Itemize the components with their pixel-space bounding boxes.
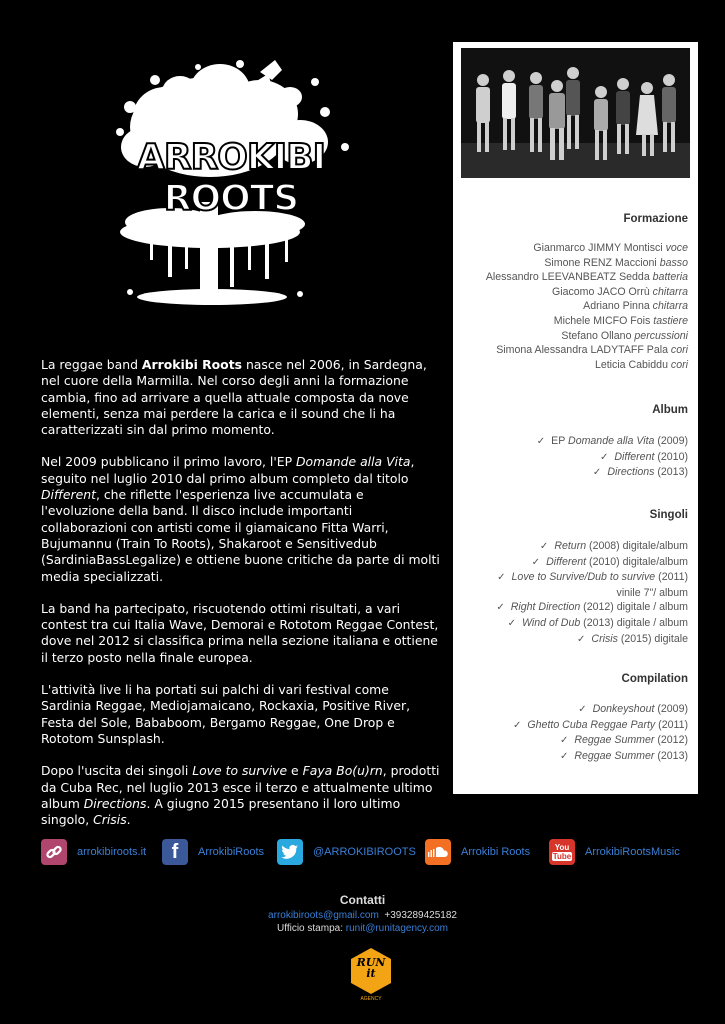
compilation-list [513,702,688,764]
facebook-icon: f [162,839,188,865]
formazione-title: Formazione [623,213,688,225]
compilation-detail: (2013) [654,749,688,762]
member-role: voce [665,242,688,254]
album-row [537,450,688,466]
member-row [486,343,688,358]
single-detail: (2013) digitale / album [580,616,688,629]
compilation-name: Reggae Summer [574,734,655,747]
album-row [537,434,688,450]
member-role: tastiere [653,314,688,327]
compilation-detail: (2009) [654,703,688,715]
runit-agency-logo [345,946,397,1002]
info-panel [453,42,698,794]
compilation-row [513,749,688,765]
member-name: Michele MICFO Fois [553,314,654,327]
compilation-row [513,718,688,734]
member-name: Simone RENZ Maccioni [544,256,660,269]
check-icon: ✓ [513,719,522,731]
single-detail: (2008) digitale/album [586,540,688,552]
single-row [496,539,688,555]
single-detail: (2011) [655,571,688,584]
press-office-email-link[interactable]: runit@runitagency.com [345,923,448,934]
member-name: Giacomo JACO Orrù [552,285,653,298]
album-detail: (2013) [654,466,688,479]
link-icon [41,839,67,865]
single-row [496,616,688,632]
check-icon: ✓ [531,556,541,568]
album-name: Domande alla Vita [568,435,655,447]
member-row [486,241,688,256]
youtube-link[interactable] [549,838,680,866]
member-role: basso [659,256,688,269]
single-name: Wind of Dub [522,616,581,629]
album-name: Different [614,450,655,463]
member-role: batteria [652,271,688,284]
member-role: chitarra [652,300,688,313]
twitter-label: @ARROKIBIROOTS [313,846,416,858]
single-row [496,600,688,616]
press-office-label: Ufficio stampa: [277,923,343,934]
website-link[interactable] [41,838,146,866]
runit-logo-line2: it [366,967,376,980]
album-detail: (2010) [654,450,688,463]
compilation-detail: (2012) [654,734,688,747]
compilation-row [513,733,688,749]
member-role: cori [670,344,688,357]
single-row [496,632,688,648]
member-row [486,256,688,271]
band-photo [461,48,690,178]
twitter-link[interactable] [277,838,416,866]
band-name-title: ARROKIBI ROOTS [136,137,326,219]
twitter-icon [277,839,303,865]
compilation-row [513,702,688,718]
album-list [537,434,688,481]
album-row [537,465,688,481]
member-name: Gianmarco JIMMY Montisci [533,242,666,254]
single-row [496,555,688,571]
single-row [496,586,688,601]
member-row [486,358,688,373]
bio-paragraph-3: La band ha partecipato, riscuotendo ottimi risultati, a vari contest tra cui Italia Wave, Demorai e Rototom Reggae Contest, dove nel 2012 si classifica prima nella sezione italiana e ottiene il terzo posto nella finale europea. [41,600,439,665]
check-icon: ✓ [592,467,602,479]
check-icon: ✓ [578,704,587,715]
band-biography [41,357,441,844]
album-title: Album [652,404,688,416]
compilation-title: Compilation [621,673,688,685]
album-detail: (2009) [654,435,688,447]
member-name: Adriano Pinna [583,300,653,313]
check-icon: ✓ [539,541,549,552]
check-icon: ✓ [507,617,517,629]
album-prefix: EP [551,435,569,447]
member-row [486,314,688,329]
check-icon: ✓ [536,436,546,447]
bio-paragraph-5: Dopo l'uscita dei singoli Love to survive e Faya Bo(u)rn, prodotti da Cuba Rec, nel luglio 2013 esce il terzo e attualmente ultimo album Directions. A giugno 2015 presentano il loro ultimo singolo, Crisis. [41,763,440,828]
member-row [486,329,688,344]
facebook-label: ArrokibiRoots [198,846,265,858]
bio-paragraph-4: L'attività live li ha portati sui palchi di vari festival come Sardinia Reggae, Mediojamaicano, Rockaxia, Positive River, Festa del Sole, Bababoom, Bergamo Reggae, One Drop e Rototom Sunsplash. [41,682,411,746]
facebook-link[interactable] [162,838,264,866]
band-logo [60,52,400,317]
compilation-detail: (2011) [655,718,688,731]
website-label: arrokibiroots.it [77,846,147,858]
single-detail: (2012) digitale / album [580,601,688,614]
member-name: Alessandro LEEVANBEATZ Sedda [485,271,653,284]
single-name: Different [546,555,587,568]
compilation-name: Donkeyshout [592,703,655,715]
album-name: Directions [607,466,655,479]
contact-line-email [0,910,725,921]
member-name: Stefano Ollano [561,329,635,342]
member-name: Leticia Cabiddu [594,358,671,371]
single-detail: (2015) digitale [617,632,688,645]
check-icon: ✓ [496,602,505,614]
singoli-title: Singoli [649,509,688,521]
single-detail: vinile 7"/ album [616,586,688,599]
member-list [486,241,688,372]
member-row [486,285,688,300]
member-role: percussioni [634,329,688,342]
runit-logo-line1: RUN [356,956,386,969]
member-role: cori [670,358,688,371]
soundcloud-icon [425,839,451,865]
member-row [486,270,688,285]
phone-number: +393289425182 [384,910,457,921]
soundcloud-link[interactable] [425,838,530,866]
member-row [486,299,688,314]
bio-paragraph-1: La reggae band Arrokibi Roots nasce nel 2006, in Sardegna, nel cuore della Marmilla. Nel corso degli anni la formazione cambia, fino ad arrivare a quella attuale composta da nove elementi, senza mai perdere la carica e il sound che li ha caratterizzati sin dal primo momento. [41,357,427,438]
contacts-title: Contatti [339,893,386,907]
single-detail: (2010) digitale/album [586,555,688,568]
youtube-label: ArrokibiRootsMusic [585,846,680,858]
contact-line-press [0,923,725,934]
single-row [496,570,688,586]
email-link[interactable]: arrokibiroots@gmail.com [268,910,379,921]
member-role: chitarra [652,285,688,298]
check-icon: ✓ [559,735,569,747]
single-name: Love to Survive/Dub to survive [511,571,656,584]
check-icon: ✓ [497,572,506,584]
single-name: Right Direction [510,601,581,614]
check-icon: ✓ [577,633,586,645]
compilation-name: Reggae Summer [574,749,655,762]
soundcloud-label: Arrokibi Roots [461,846,531,858]
singles-list [496,539,688,647]
compilation-name: Ghetto Cuba Reggae Party [527,718,656,731]
check-icon: ✓ [599,451,609,463]
runit-logo-agency: AGENCY [360,996,382,1002]
single-name: Return [554,540,587,552]
bio-paragraph-2: Nel 2009 pubblicano il primo lavoro, l'EP Domande alla Vita, seguito nel luglio 2010 dal primo album completo dal titolo Different, che riflette l'esperienza live accumulata e l'evoluzione della band. Il disco include importanti collaborazioni con artisti come il giamaicano Fitta Warri, Bujumannu (Train To Roots), Shakaroot e Sensitivedub (SardiniaBassLegalize) e ottiene buone critiche da parte di molti media specializzati. [41,454,440,584]
youtube-icon: You Tube [549,839,575,865]
single-name: Crisis [591,632,618,645]
member-name: Simona Alessandra LADYTAFF Pala [496,344,671,357]
check-icon: ✓ [559,750,569,762]
